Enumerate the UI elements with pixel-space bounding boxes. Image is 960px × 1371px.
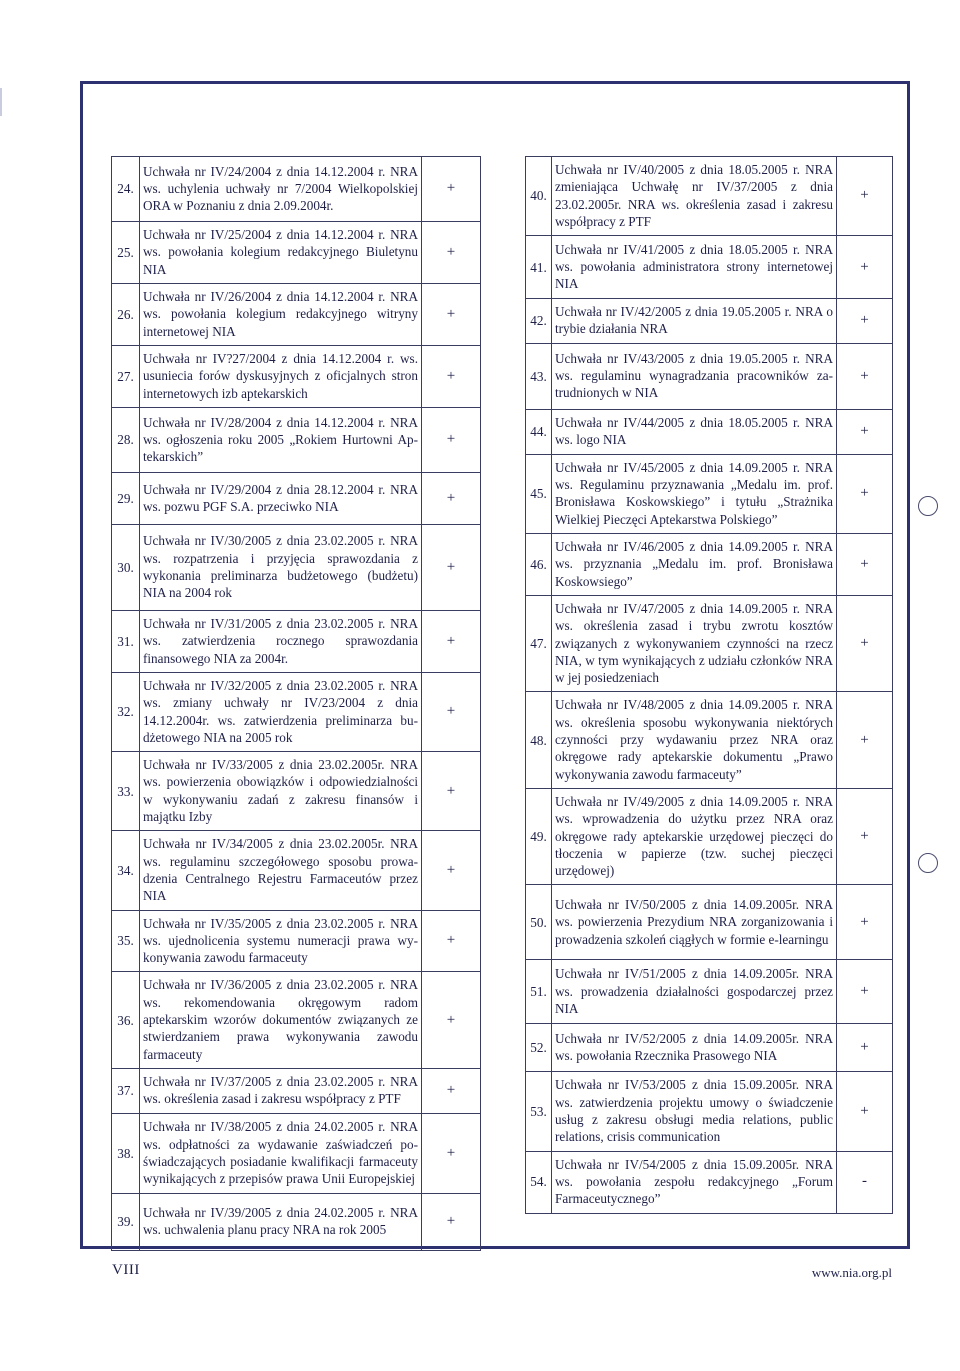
table-row bbox=[112, 752, 481, 831]
row-number: 36. bbox=[112, 972, 140, 1068]
table-row bbox=[526, 1024, 893, 1072]
status-mark: + bbox=[837, 1072, 893, 1151]
status-mark: - bbox=[837, 1151, 893, 1213]
row-number: 38. bbox=[112, 1113, 140, 1193]
resolution-text: Uchwała nr IV/29/2004 z dnia 28.12.2004 r. NRA ws. pozwu PGF S.A. przeciwko NIA bbox=[140, 473, 422, 525]
page-edge-mark bbox=[0, 88, 2, 116]
status-mark: + bbox=[837, 299, 893, 344]
table-row bbox=[112, 525, 481, 611]
table-row bbox=[526, 692, 893, 788]
resolution-text: Uchwała nr IV/32/2005 z dnia 23.02.2005 r. NRA ws. zmiany uchwały nr IV/23/2004 z dnia 14.12.2004r. ws. zatwierdzenia preliminarza budżetowego NIA na 2005 rok bbox=[140, 673, 422, 752]
row-number: 28. bbox=[112, 408, 140, 473]
status-mark: + bbox=[837, 960, 893, 1024]
row-number: 51. bbox=[526, 960, 552, 1024]
table-row bbox=[112, 346, 481, 408]
row-number: 46. bbox=[526, 533, 552, 595]
resolution-text: Uchwała nr IV/51/2005 z dnia 14.09.2005r. NRA ws. prowadzenia działalności gospodarczej przez NIA bbox=[552, 960, 837, 1024]
page-number: VIII bbox=[112, 1262, 140, 1278]
table-row bbox=[112, 611, 481, 673]
row-number: 30. bbox=[112, 525, 140, 611]
table-row bbox=[526, 595, 893, 691]
table-row bbox=[112, 222, 481, 284]
status-mark: + bbox=[837, 343, 893, 409]
row-number: 47. bbox=[526, 595, 552, 691]
resolution-text: Uchwała nr IV/47/2005 z dnia 14.09.2005 r. NRA ws. określenia zasad i trybu zwrotu kosztów związanych z wykonywaniem czynności na rzecz NIA, w tym wynikających z udziału członków NRA w jej posiedzeniach bbox=[552, 595, 837, 691]
status-mark: + bbox=[422, 1113, 481, 1193]
resolution-text: Uchwała nr IV/37/2005 z dnia 23.02.2005 r. NRA ws. określenia zasad i zakresu współpracy z PTF bbox=[140, 1068, 422, 1113]
resolution-text: Uchwała nr IV/24/2004 z dnia 14.12.2004 r. NRA ws. uchylenia uchwały nr 7/2004 Wielkopolskiej ORA w Poznaniu z dnia 2.09.2004r. bbox=[140, 157, 422, 222]
status-mark: + bbox=[422, 972, 481, 1068]
resolution-text: Uchwała nr IV/44/2005 z dnia 18.05.2005 r. NRA ws. logo NIA bbox=[552, 409, 837, 454]
table-row bbox=[112, 473, 481, 525]
table-row bbox=[112, 1193, 481, 1250]
table-row bbox=[526, 157, 893, 236]
status-mark: + bbox=[422, 831, 481, 910]
row-number: 50. bbox=[526, 885, 552, 960]
resolution-text: Uchwała nr IV/54/2005 z dnia 15.09.2005r. NRA ws. powołania zespołu redakcyjnego „Forum Farmaceutycznego” bbox=[552, 1151, 837, 1213]
row-number: 37. bbox=[112, 1068, 140, 1113]
row-number: 39. bbox=[112, 1193, 140, 1250]
table-row bbox=[526, 960, 893, 1024]
status-mark: + bbox=[422, 525, 481, 611]
resolution-text: Uchwała nr IV/42/2005 z dnia 19.05.2005 r. NRA o trybie działania NRA bbox=[552, 299, 837, 344]
resolution-text: Uchwała nr IV/46/2005 z dnia 14.09.2005 r. NRA ws. przyznania „Medalu im. prof. Bronisława Koskowsiego” bbox=[552, 533, 837, 595]
resolution-text: Uchwała nr IV/41/2005 z dnia 18.05.2005 r. NRA ws. powołania administratora strony internetowej NIA bbox=[552, 236, 837, 299]
status-mark: + bbox=[837, 533, 893, 595]
resolution-text: Uchwała nr IV?27/2004 z dnia 14.12.2004 r. ws. usuniecia forów dyskusyjnych z oficjalnych stron internetowych izb aptekarskich bbox=[140, 346, 422, 408]
resolution-text: Uchwała nr IV/30/2005 z dnia 23.02.2005 r. NRA ws. rozpatrzenia i przyjęcia sprawozdania z wykonania preliminarza budżetowego (budżetu) NIA na 2004 rok bbox=[140, 525, 422, 611]
table-row bbox=[526, 236, 893, 299]
table-row bbox=[112, 157, 481, 222]
table-row bbox=[526, 885, 893, 960]
status-mark: + bbox=[422, 1193, 481, 1250]
table-row bbox=[526, 1151, 893, 1213]
status-mark: + bbox=[422, 673, 481, 752]
resolution-text: Uchwała nr IV/48/2005 z dnia 14.09.2005 r. NRA ws. określenia sposobu wykonywania niektórych czynności przy wydawaniu przez NRA oraz okręgowe rady aptekarskie dokumentu „Prawo wykonywania zawodu farmaceuty” bbox=[552, 692, 837, 788]
row-number: 54. bbox=[526, 1151, 552, 1213]
resolution-text: Uchwała nr IV/35/2005 z dnia 23.02.2005 r. NRA ws. ujednolicenia systemu numeracji prawa wykonywania zawodu farmaceuty bbox=[140, 910, 422, 972]
table-row bbox=[526, 454, 893, 533]
status-mark: + bbox=[422, 157, 481, 222]
resolution-text: Uchwała nr IV/28/2004 z dnia 14.12.2004 r. NRA ws. ogłoszenia roku 2005 „Rokiem Hurtowni Aptekarskich” bbox=[140, 408, 422, 473]
status-mark: + bbox=[422, 222, 481, 284]
status-mark: + bbox=[837, 885, 893, 960]
resolution-text: Uchwała nr IV/25/2004 z dnia 14.12.2004 r. NRA ws. powołania kolegium redakcyjnego Biuletynu NIA bbox=[140, 222, 422, 284]
resolution-text: Uchwała nr IV/36/2005 z dnia 23.02.2005 r. NRA ws. rekomendowania okręgowym radom aptekarskim wzorów dokumentów związanych ze stwierdzaniem prawa wykonywania zawodu farmaceuty bbox=[140, 972, 422, 1068]
resolution-text: Uchwała nr IV/31/2005 z dnia 23.02.2005 r. NRA ws. zatwierdzenia rocznego sprawozdania finansowego NIA za 2004r. bbox=[140, 611, 422, 673]
status-mark: + bbox=[422, 910, 481, 972]
row-number: 27. bbox=[112, 346, 140, 408]
status-mark: + bbox=[837, 692, 893, 788]
punch-hole-top bbox=[918, 496, 938, 516]
row-number: 29. bbox=[112, 473, 140, 525]
status-mark: + bbox=[837, 236, 893, 299]
status-mark: + bbox=[422, 284, 481, 346]
table-row bbox=[112, 1068, 481, 1113]
table-row bbox=[112, 284, 481, 346]
table-row bbox=[112, 673, 481, 752]
status-mark: + bbox=[837, 409, 893, 454]
table-row bbox=[526, 409, 893, 454]
resolution-text: Uchwała nr IV/43/2005 z dnia 19.05.2005 r. NRA ws. regulaminu wynagradzania pracowników zatrudnionych w NIA bbox=[552, 343, 837, 409]
resolution-text: Uchwała nr IV/38/2005 z dnia 24.02.2005 r. NRA ws. odpłatności za wydawanie zaświadczeń poświadczających posiadanie kwalifikacji farmaceuty wynikających z przepisów prawa Unii Europejskiej bbox=[140, 1113, 422, 1193]
table-row bbox=[112, 408, 481, 473]
row-number: 33. bbox=[112, 752, 140, 831]
table-row bbox=[526, 788, 893, 884]
status-mark: + bbox=[422, 346, 481, 408]
row-number: 31. bbox=[112, 611, 140, 673]
right-table-body bbox=[526, 157, 893, 1214]
resolution-text: Uchwała nr IV/53/2005 z dnia 15.09.2005r. NRA ws. zatwierdzenia projektu umowy o świadczenie usług z zakresu obsługi media relations, public relations, crisis communication bbox=[552, 1072, 837, 1151]
status-mark: + bbox=[422, 611, 481, 673]
row-number: 43. bbox=[526, 343, 552, 409]
table-row bbox=[112, 910, 481, 972]
row-number: 49. bbox=[526, 788, 552, 884]
row-number: 32. bbox=[112, 673, 140, 752]
left-table-body bbox=[112, 157, 481, 1251]
status-mark: + bbox=[837, 454, 893, 533]
row-number: 26. bbox=[112, 284, 140, 346]
row-number: 48. bbox=[526, 692, 552, 788]
resolutions-table-left bbox=[111, 156, 481, 1251]
website-url: www.nia.org.pl bbox=[811, 1265, 892, 1280]
resolution-text: Uchwała nr IV/34/2005 z dnia 23.02.2005r. NRA ws. regulaminu szczegółowego sposobu prowadzenia Centralnego Rejestru Farmaceutów przez NIA bbox=[140, 831, 422, 910]
status-mark: + bbox=[837, 157, 893, 236]
table-row bbox=[526, 299, 893, 344]
status-mark: + bbox=[422, 408, 481, 473]
resolution-text: Uchwała nr IV/40/2005 z dnia 18.05.2005 r. NRA zmieniająca Uchwałę nr IV/37/2005 z dnia 23.02.2005r. NRA ws. określenia zasad i zakresu współpracy z PTF bbox=[552, 157, 837, 236]
row-number: 24. bbox=[112, 157, 140, 222]
table-row bbox=[112, 972, 481, 1068]
resolution-text: Uchwała nr IV/45/2005 z dnia 14.09.2005 r. NRA ws. Regulaminu przyznawania „Medalu im. prof. Bronisława Koskowskiego” i tytułu „Strażnika Wielkiej Pieczęci Aptekarstwa Polskiego” bbox=[552, 454, 837, 533]
row-number: 40. bbox=[526, 157, 552, 236]
table-row bbox=[526, 533, 893, 595]
row-number: 45. bbox=[526, 454, 552, 533]
resolution-text: Uchwała nr IV/52/2005 z dnia 14.09.2005r. NRA ws. powołania Rzecznika Prasowego NIA bbox=[552, 1024, 837, 1072]
row-number: 34. bbox=[112, 831, 140, 910]
row-number: 35. bbox=[112, 910, 140, 972]
table-row bbox=[526, 1072, 893, 1151]
resolution-text: Uchwała nr IV/39/2005 z dnia 24.02.2005 r. NRA ws. uchwalenia planu pracy NRA na rok 2005 bbox=[140, 1193, 422, 1250]
resolution-text: Uchwała nr IV/26/2004 z dnia 14.12.2004 r. NRA ws. powołania kolegium redakcyjnego witryny internetowej NIA bbox=[140, 284, 422, 346]
table-row bbox=[112, 831, 481, 910]
status-mark: + bbox=[422, 1068, 481, 1113]
status-mark: + bbox=[422, 752, 481, 831]
row-number: 41. bbox=[526, 236, 552, 299]
status-mark: + bbox=[837, 595, 893, 691]
resolution-text: Uchwała nr IV/50/2005 z dnia 14.09.2005r. NRA ws. powierzenia Prezydium NRA zorganizowania i prowadzenia szkoleń ciągłych w formie e-learningu bbox=[552, 885, 837, 960]
status-mark: + bbox=[837, 788, 893, 884]
row-number: 52. bbox=[526, 1024, 552, 1072]
punch-hole-bottom bbox=[918, 853, 938, 873]
row-number: 44. bbox=[526, 409, 552, 454]
row-number: 53. bbox=[526, 1072, 552, 1151]
resolution-text: Uchwała nr IV/33/2005 z dnia 23.02.2005r. NRA ws. powierzenia obowiązków i odpowiedzialności w wykonywaniu zadań z zakresu finansów i majątku Izby bbox=[140, 752, 422, 831]
row-number: 25. bbox=[112, 222, 140, 284]
resolutions-table-right bbox=[525, 156, 893, 1214]
status-mark: + bbox=[422, 473, 481, 525]
resolution-text: Uchwała nr IV/49/2005 z dnia 14.09.2005 r. NRA ws. wprowadzenia do użytku przez NRA oraz okręgowe rady aptekarskie urzędowej pieczęci do tłoczenia w papierze (tzw. suchej pieczęci urzędowej) bbox=[552, 788, 837, 884]
row-number: 42. bbox=[526, 299, 552, 344]
table-row bbox=[112, 1113, 481, 1193]
table-row bbox=[526, 343, 893, 409]
status-mark: + bbox=[837, 1024, 893, 1072]
